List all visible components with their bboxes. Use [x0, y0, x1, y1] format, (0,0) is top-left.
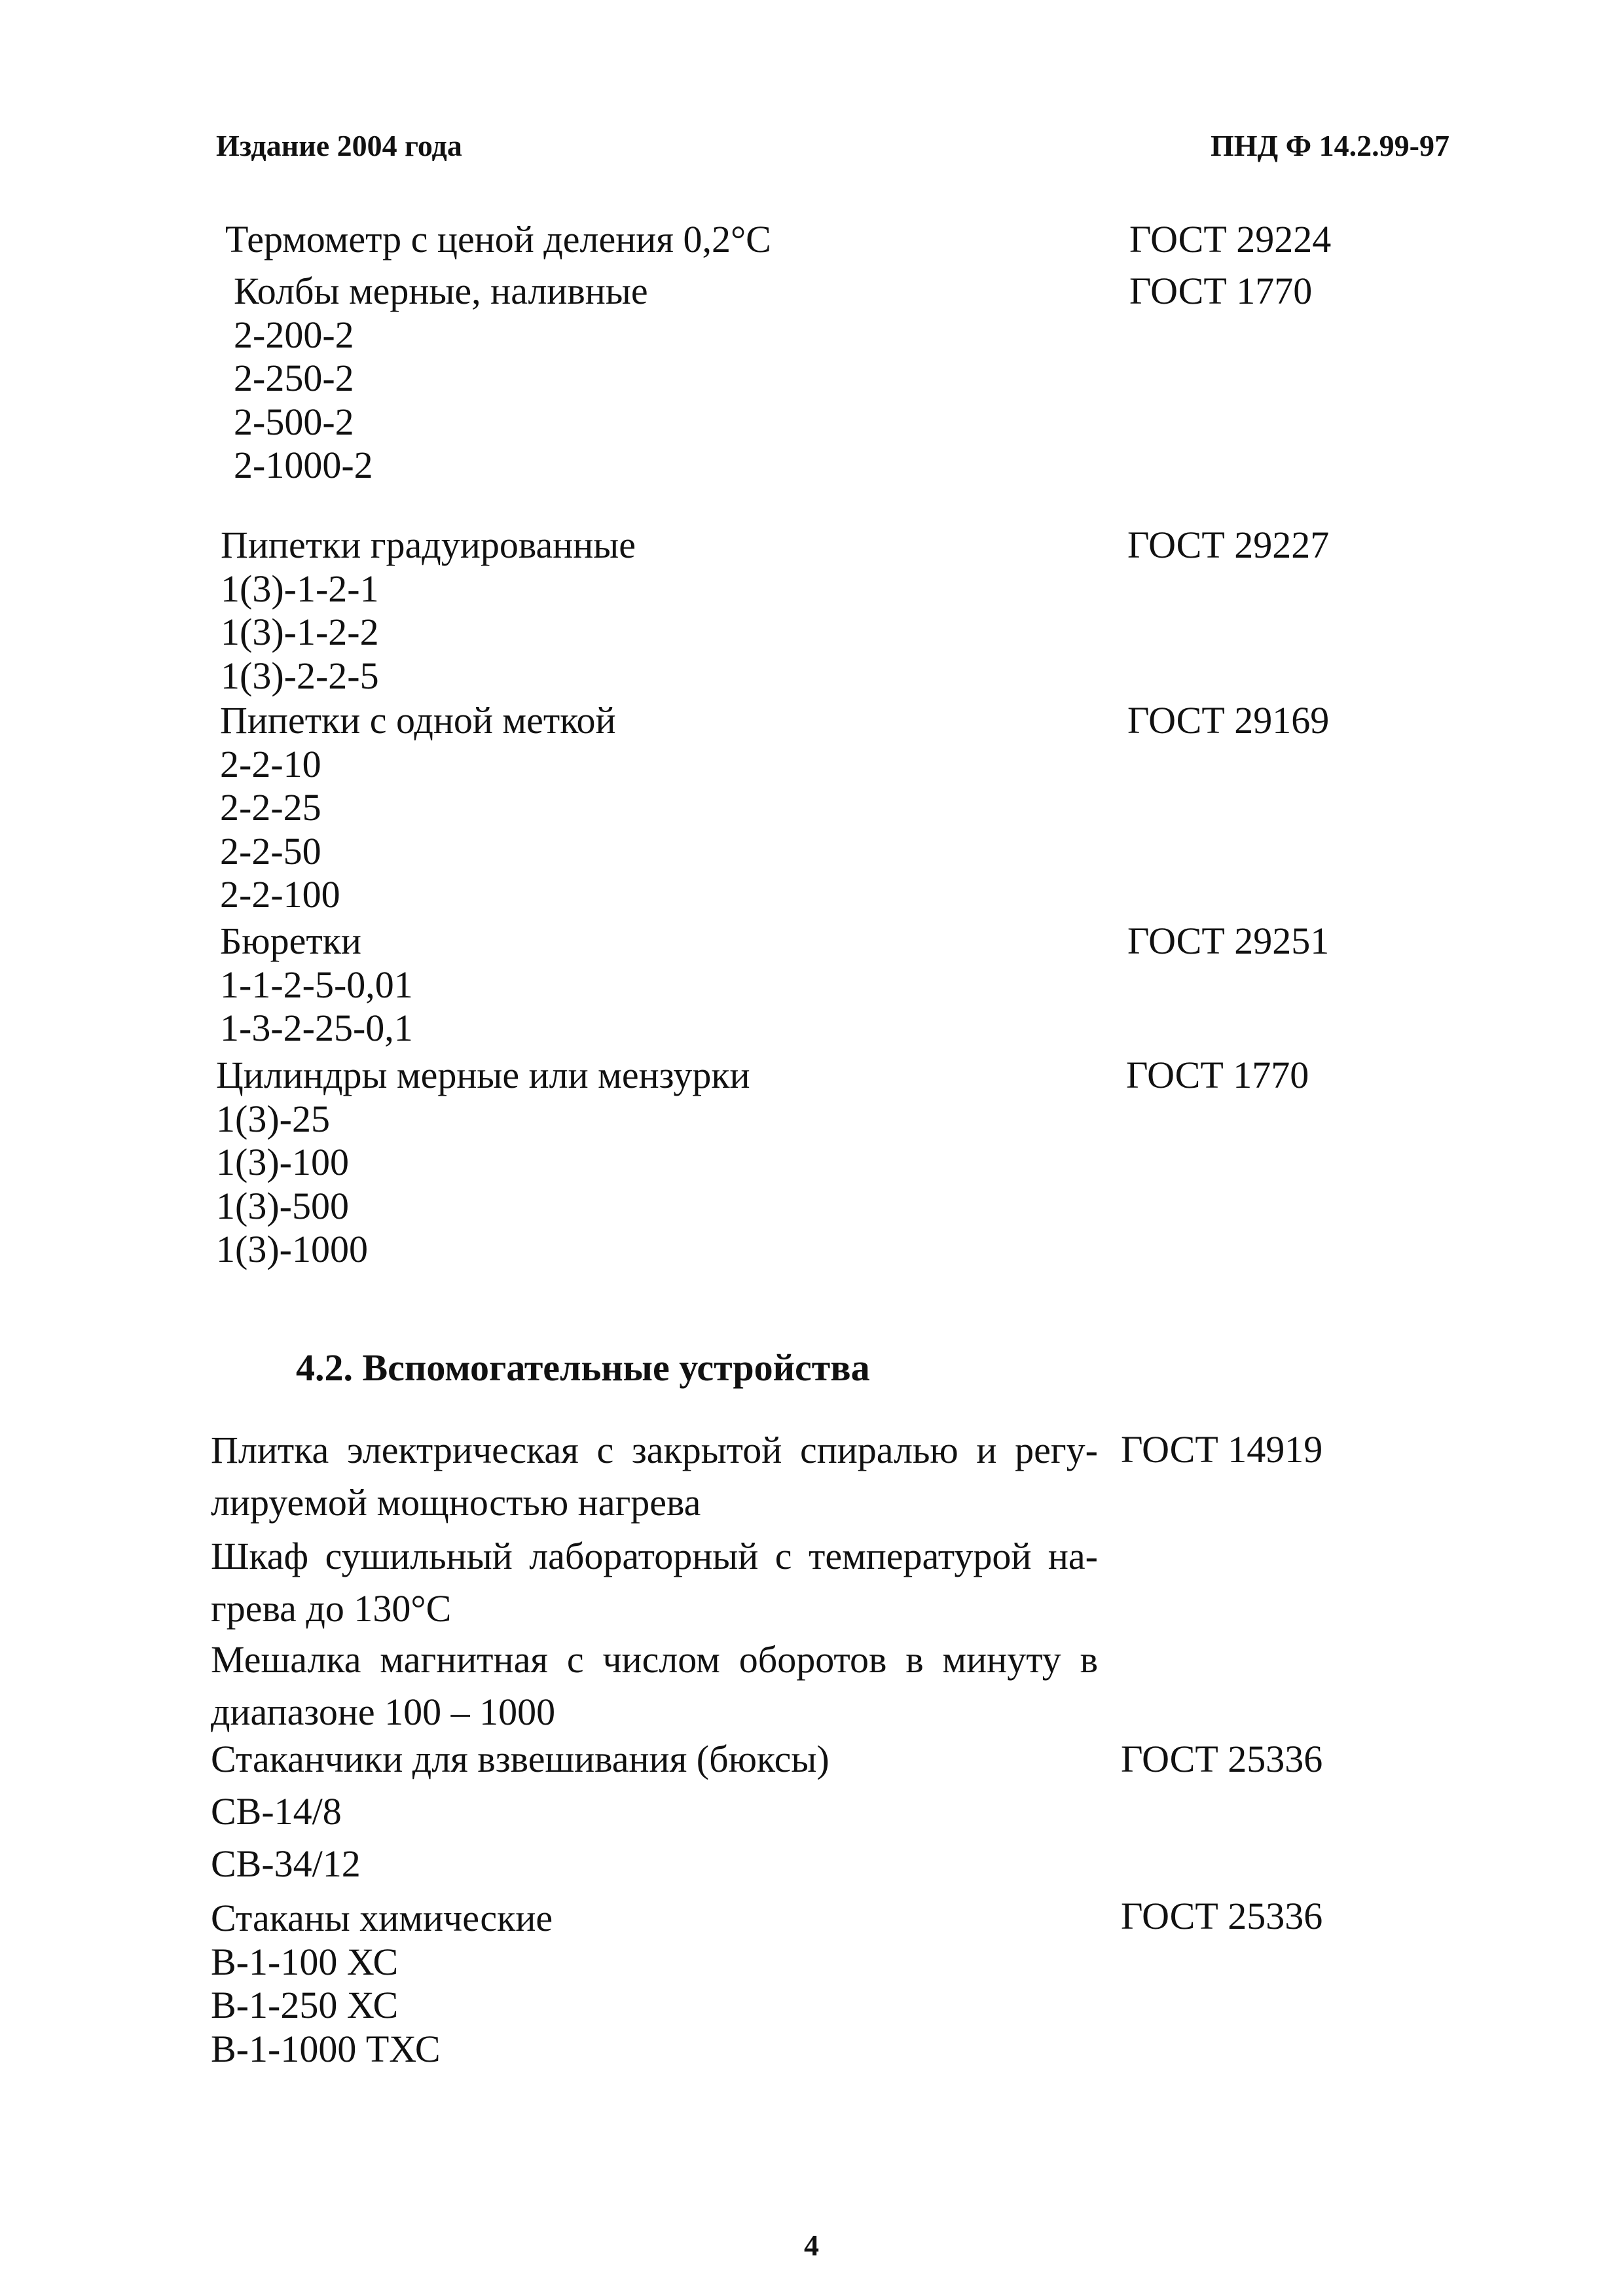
- list-item: 2-2-50: [220, 829, 321, 872]
- list-item: СВ-14/8: [211, 1790, 342, 1833]
- aux-hotplate: [211, 1424, 1098, 1529]
- glassware-weighing-bottles: [211, 1733, 830, 1890]
- equipment-flasks: [234, 270, 648, 488]
- equipment-name: Бюретки: [220, 920, 361, 962]
- list-item: 2-500-2: [234, 400, 354, 443]
- equipment-standard: ГОСТ 29227: [1127, 524, 1330, 566]
- list-item: 1(3)-25: [216, 1097, 330, 1140]
- equipment-standard: ГОСТ 29169: [1127, 699, 1330, 742]
- list-item: 1(3)-1000: [216, 1228, 368, 1270]
- equipment-thermometer: [225, 218, 771, 262]
- aux-drying-cabinet: [211, 1530, 1098, 1635]
- equipment-graduated-pipettes: [221, 524, 636, 698]
- list-item: 2-1000-2: [234, 444, 373, 486]
- equipment-standard: ГОСТ 29224: [1129, 218, 1332, 260]
- list-item: 1-1-2-5-0,01: [220, 963, 413, 1006]
- list-item: В-1-100 ХС: [211, 1940, 399, 1983]
- equipment-volumetric-pipettes: [220, 699, 616, 917]
- list-item: 1(3)-1-2-1: [221, 567, 379, 610]
- equipment-name: Колбы мерные, наливные: [234, 270, 648, 312]
- equipment-standard: ГОСТ 25336: [1121, 1895, 1323, 1937]
- aux-line: диапазоне 100 – 1000: [211, 1691, 556, 1733]
- equipment-standard: ГОСТ 29251: [1127, 920, 1330, 962]
- equipment-standard: ГОСТ 1770: [1126, 1054, 1309, 1096]
- equipment-standard: ГОСТ 1770: [1129, 270, 1313, 312]
- glassware-beakers: [211, 1897, 553, 2071]
- equipment-name: Стаканы химические: [211, 1897, 553, 1939]
- equipment-burettes: [220, 920, 413, 1050]
- equipment-name: Пипетки с одной меткой: [220, 699, 616, 742]
- aux-line: Мешалка магнитная с числом оборотов в минуту в: [211, 1638, 1098, 1681]
- list-item: 2-250-2: [234, 357, 354, 399]
- aux-line: лируемой мощностью нагрева: [211, 1481, 701, 1524]
- list-item: 1(3)-500: [216, 1184, 349, 1227]
- aux-line: Шкаф сушильный лабораторный с температурой на-: [211, 1535, 1098, 1577]
- list-item: 1-3-2-25-0,1: [220, 1007, 413, 1049]
- equipment-name: Цилиндры мерные или мензурки: [216, 1054, 750, 1096]
- equipment-name: Термометр с ценой деления 0,2°С: [225, 218, 771, 260]
- aux-line: грева до 130°С: [211, 1587, 452, 1630]
- section-heading: 4.2. Вспомогательные устройства: [296, 1346, 870, 1389]
- aux-magnetic-stirrer: [211, 1634, 1098, 1738]
- equipment-cylinders: [216, 1054, 750, 1272]
- list-item: 1(3)-1-2-2: [221, 611, 379, 653]
- equipment-name: Пипетки градуированные: [221, 524, 636, 566]
- aux-line: Плитка электрическая с закрытой спиралью и регу-: [211, 1429, 1098, 1471]
- equipment-standard: ГОСТ 25336: [1121, 1738, 1323, 1780]
- list-item: В-1-1000 ТХС: [211, 2027, 441, 2070]
- list-item: СВ-34/12: [211, 1842, 361, 1885]
- edition-label: Издание 2004 года: [216, 129, 462, 162]
- equipment-standard: ГОСТ 14919: [1121, 1428, 1323, 1471]
- list-item: 2-2-100: [220, 873, 340, 916]
- list-item: 2-2-25: [220, 786, 321, 829]
- list-item: 1(3)-2-2-5: [221, 654, 379, 697]
- list-item: 1(3)-100: [216, 1141, 349, 1183]
- equipment-name: Стаканчики для взвешивания (бюксы): [211, 1738, 830, 1780]
- list-item: В-1-250 ХС: [211, 1984, 399, 2026]
- list-item: 2-2-10: [220, 742, 321, 785]
- list-item: 2-200-2: [234, 313, 354, 356]
- page-number: 4: [804, 2229, 819, 2262]
- document-code: ПНД Ф 14.2.99-97: [1210, 129, 1450, 162]
